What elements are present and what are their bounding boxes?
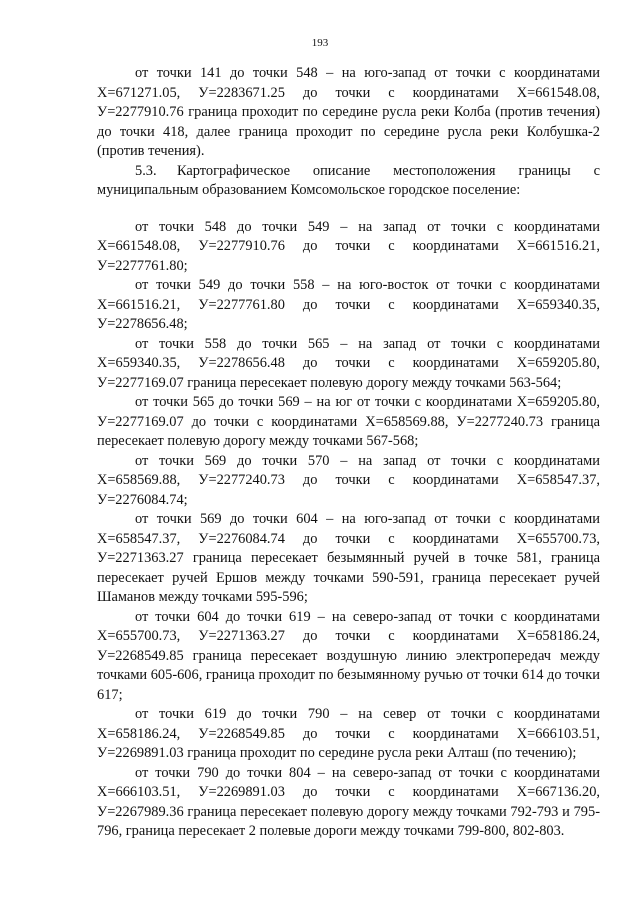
boundary-paragraph: от точки 548 до точки 549 – на запад от точки с координатами Х=661548.08, У=2277910.76 до точки с координатами Х=661516.21, У=2277761.80;	[97, 218, 600, 274]
boundary-paragraph: от точки 565 до точки 569 – на юг от точки с координатами Х=659205.80, У=2277169.07 до точки с координатами Х=658569.88, У=2277240.73 граница пересекает полевую дорогу между точками 567-568;	[97, 394, 600, 449]
section-heading	[97, 162, 600, 201]
boundary-paragraph: от точки 569 до точки 570 – на запад от точки с координатами Х=658569.88, У=2277240.73 до точки с координатами Х=658547.37, У=2276084.74;	[97, 452, 600, 508]
intro-paragraph: от точки 141 до точки 548 – на юго-запад от точки с координатами Х=671271.05, У=2283671.25 до точки с координатами Х=661548.08, У=2277910.76 граница проходит по середине русла реки Колба (против течения) до точки 418, далее граница проходит по середине русла реки Колбушка-2 (против течения).	[97, 65, 600, 159]
boundary-paragraph: от точки 549 до точки 558 – на юго-восток от точки с координатами Х=661516.21, У=2277761.80 до точки с координатами Х=659340.35, У=2278656.48;	[97, 277, 600, 332]
section-number: 5.3.	[135, 162, 157, 179]
boundary-paragraph: от точки 619 до точки 790 – на север от точки с координатами Х=658186.24, У=2268549.85 до точки с координатами Х=666103.51, У=2269891.03 граница проходит по середине русла реки Алташ (по течению);	[97, 706, 600, 761]
boundary-paragraph: от точки 790 до точки 804 – на северо-запад от точки с координатами Х=666103.51, У=2269891.03 до точки с координатами Х=667136.20, У=2267989.36 граница пересекает полевую дорогу между точками 792-793 и 795-796, граница пересекает 2 полевые дороги между точками 799-800, 802-803.	[97, 764, 600, 839]
paragraph-list	[97, 218, 600, 842]
document-body	[97, 64, 600, 842]
page-number: 193	[311, 37, 329, 49]
boundary-paragraph: от точки 604 до точки 619 – на северо-запад от точки с координатами Х=655700.73, У=2271363.27 до точки с координатами Х=658186.24, У=2268549.85 граница пересекает воздушную линию электропередач между точками 605-606, граница проходит по безымянному ручью от точки 614 до точки 617;	[97, 608, 600, 703]
boundary-paragraph: от точки 569 до точки 604 – на юго-запад от точки с координатами Х=658547.37, У=2276084.74 до точки с координатами Х=655700.73, У=2271363.27 граница пересекает безымянный ручей в точке 581, граница пересекает ручей Ершов между точками 590-591, граница пересекает ручей Шаманов между точками 595-596;	[97, 511, 600, 605]
section-title: Картографическое описание местоположения границы с муниципальным образованием Комсомольское городское поселение:	[97, 162, 600, 198]
boundary-paragraph: от точки 558 до точки 565 – на запад от точки с координатами Х=659340.35, У=2278656.48 до точки с координатами Х=659205.80, У=2277169.07 граница пересекает полевую дорогу между точками 563-564;	[97, 335, 600, 391]
